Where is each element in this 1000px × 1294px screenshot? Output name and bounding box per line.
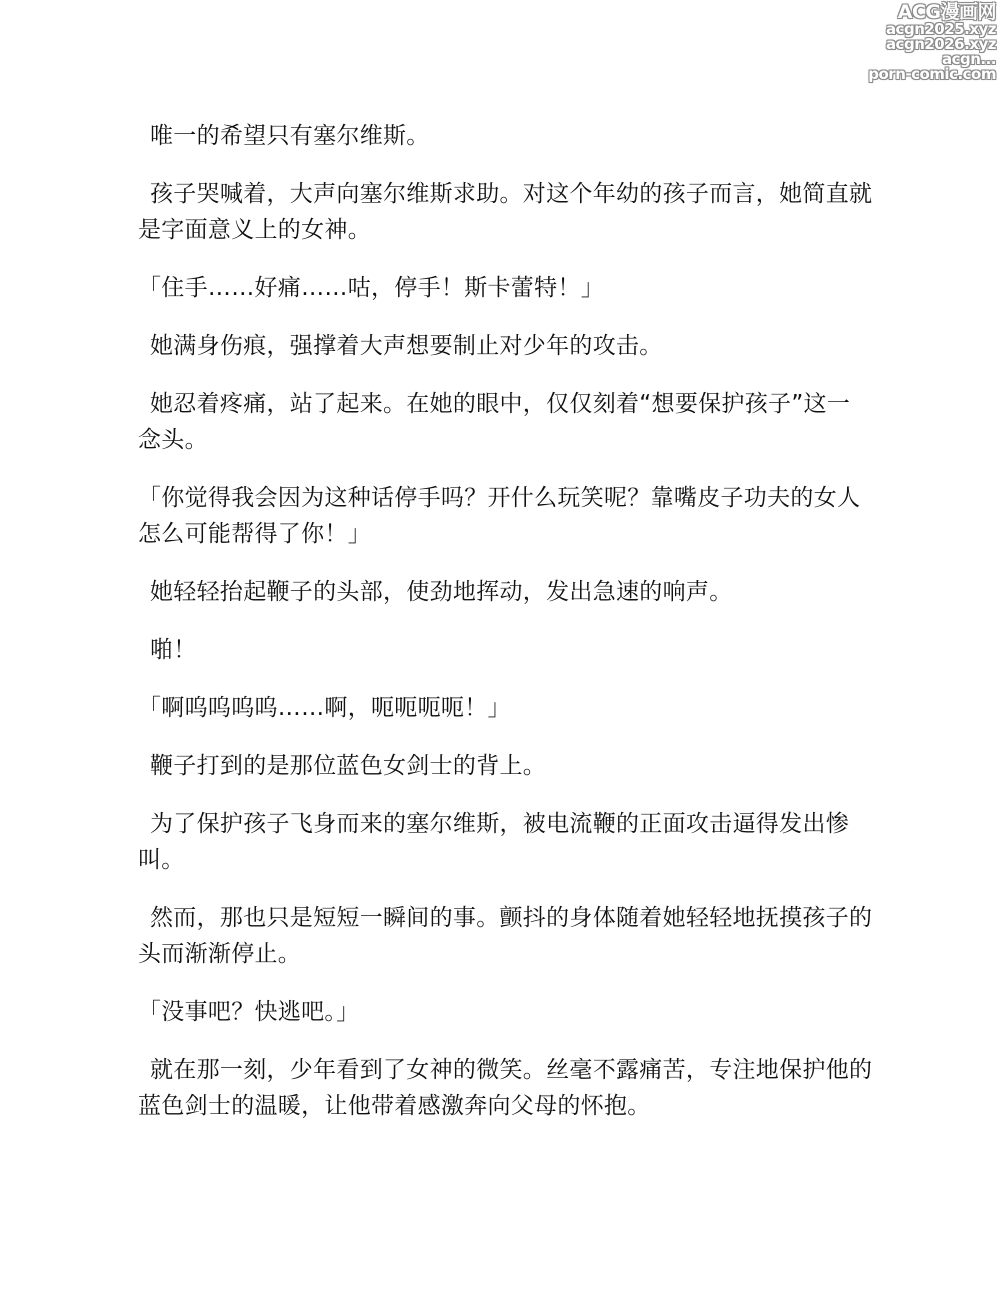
story-text	[138, 118, 873, 1146]
paragraph-dialogue: 「住手……好痛……咕，停手！斯卡蕾特！」	[138, 275, 604, 301]
site-watermark	[851, 2, 996, 82]
paragraph-sound-effect: 啪！	[150, 637, 197, 663]
paragraph-dialogue: 「啊呜呜呜呜……啊，呃呃呃呃！」	[138, 695, 511, 721]
paragraph-narration: 她满身伤痕，强撑着大声想要制止对少年的攻击。	[150, 333, 663, 359]
paragraph-narration: 为了保护孩子飞身而来的塞尔维斯，被电流鞭的正面攻击逼得发出惨叫。	[138, 811, 849, 873]
paragraph-narration: 她轻轻抬起鞭子的头部，使劲地挥动，发出急速的响声。	[150, 579, 733, 605]
paragraph-dialogue: 「没事吧？快逃吧。」	[138, 999, 360, 1025]
paragraph-narration: 然而，那也只是短短一瞬间的事。颤抖的身体随着她轻轻地抚摸孩子的头而渐渐停止。	[138, 905, 873, 967]
paragraph-narration: 唯一的希望只有塞尔维斯。	[150, 123, 430, 149]
paragraph-narration: 她忍着疼痛，站了起来。在她的眼中，仅仅刻着“想要保护孩子”这一念头。	[138, 391, 851, 453]
watermark-line: acgn2025.xyz	[885, 20, 996, 38]
paragraph-narration: 鞭子打到的是那位蓝色女剑士的背上。	[150, 753, 547, 779]
watermark-line: acgn...	[941, 50, 996, 68]
paragraph-narration: 就在那一刻，少年看到了女神的微笑。丝毫不露痛苦，专注地保护他的蓝色剑士的温暖，让他带着感激奔向父母的怀抱。	[138, 1057, 873, 1119]
paragraph-dialogue: 「你觉得我会因为这种话停手吗？开什么玩笑呢？靠嘴皮子功夫的女人怎么可能帮得了你！」	[138, 485, 861, 547]
watermark-line: acgn2026.xyz	[885, 35, 996, 53]
watermark-line: porn-comic.com	[868, 65, 996, 83]
paragraph-narration: 孩子哭喊着，大声向塞尔维斯求助。对这个年幼的孩子而言，她简直就是字面意义上的女神。	[138, 181, 873, 243]
watermark-line: ACG漫画网	[897, 1, 996, 23]
